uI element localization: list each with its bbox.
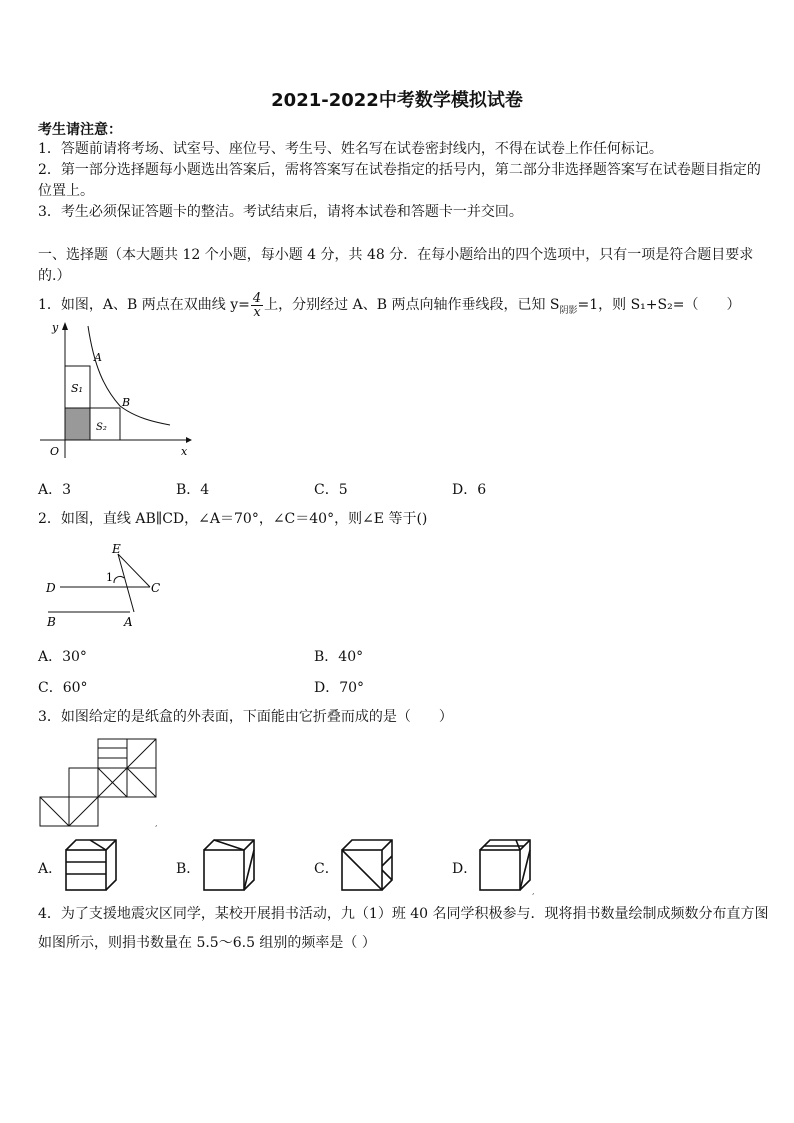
q1-label-s2: S₂ [96, 422, 107, 433]
q1-frac-num: 4 [252, 290, 262, 306]
q1-text-end: =1，则 S₁+S₂=（ ） [577, 297, 741, 313]
q2-label-angle-1: 1 [106, 571, 113, 584]
q1-label-a: A [94, 351, 102, 364]
svg-text:,: , [532, 887, 535, 896]
q1-label-y: y [52, 321, 59, 334]
q1-option-a: A．3 [38, 482, 72, 498]
section-heading: 一、选择题（本大题共 12 个小题，每小题 4 分，共 48 分．在每小题给出的四个选项中，只有一项是符合题目要求 [38, 247, 754, 263]
question-4-text-cont: 如图所示，则捐书数量在 5.5～6.5 组别的频率是（ ） [38, 935, 376, 951]
q2-option-b: B．40° [314, 649, 364, 665]
q3-box-net-figure [37, 738, 167, 830]
q1-label-o: O [50, 445, 60, 458]
q1-text-before: 1．如图，A、B 两点在双曲线 y= [38, 297, 250, 313]
q3-option-d-label: D． [452, 861, 478, 877]
q3-net-face-1 [98, 739, 127, 768]
q2-angle-1-arc [114, 576, 124, 583]
svg-text:,: , [155, 819, 158, 828]
notice-item-2: 2．第一部分选择题每小题选出答案后，需将答案写在试卷指定的括号内，第二部分非选择题答案写在试卷题目指定的 [38, 162, 761, 178]
q3-option-b-label: B． [176, 861, 201, 877]
q2-label-c: C [151, 581, 161, 595]
notice-heading: 考生请注意： [38, 122, 122, 138]
q1-x-arrow [186, 437, 192, 443]
q2-option-a: A．30° [38, 649, 87, 665]
q3-option-d-cube-icon [476, 836, 538, 896]
q1-y-arrow [62, 322, 68, 330]
q2-label-a: A [124, 615, 133, 628]
q2-option-d: D．70° [314, 680, 365, 696]
question-4-text: 4．为了支援地震灾区同学，某校开展捐书活动，九（1）班 40 名同学积极参与．现将捐书数量绘制成频数分布直方图 [38, 906, 769, 922]
question-2-text: 2．如图，直线 AB∥CD，∠A＝70°，∠C＝40°，则∠E 等于() [38, 511, 428, 527]
q1-option-c: C．5 [314, 482, 348, 498]
q1-text-after: 上，分别经过 A、B 两点向轴作垂线段，已知 S [264, 297, 560, 313]
notice-item-2-cont: 位置上。 [38, 183, 94, 199]
q1-option-d: D．6 [452, 482, 487, 498]
q1-fraction [251, 292, 263, 319]
q1-shaded-rect [65, 408, 90, 440]
q3-net-face-3 [69, 768, 98, 797]
q3-option-c-label: C． [314, 861, 339, 877]
notice-item-1: 1．答题前请将考场、试室号、座位号、考生号、姓名写在试卷密封线内，不得在试卷上作任何标记。 [38, 141, 663, 157]
q3-option-b-cube-icon [200, 836, 258, 894]
q1-option-b: B．4 [176, 482, 210, 498]
notice-item-3: 3．考生必须保证答题卡的整洁。考试结束后，请将本试卷和答题卡一并交回。 [38, 204, 523, 220]
q2-label-e: E [112, 542, 121, 556]
q1-hyperbola-figure [36, 318, 196, 460]
q1-frac-den: x [253, 304, 261, 320]
q2-parallel-lines-figure [38, 538, 178, 628]
q1-label-x: x [181, 445, 188, 458]
q1-subscript: 阴影 [559, 305, 578, 316]
q3-option-a-label: A． [38, 861, 63, 877]
q1-hyperbola-curve [88, 326, 170, 425]
q3-option-a-cube-icon [62, 836, 120, 894]
page-title: 2021-2022中考数学模拟试卷 [271, 90, 523, 111]
q2-label-b: B [47, 615, 56, 628]
q2-option-c: C．60° [38, 680, 88, 696]
q1-label-s1: S₁ [71, 382, 83, 395]
q2-label-d: D [46, 581, 56, 595]
question-3-text: 3．如图给定的是纸盒的外表面，下面能由它折叠而成的是（ ） [38, 709, 453, 725]
q1-label-b: B [122, 396, 131, 409]
section-heading-cont: 的.） [38, 268, 71, 284]
q3-option-c-cube-icon [338, 836, 398, 894]
